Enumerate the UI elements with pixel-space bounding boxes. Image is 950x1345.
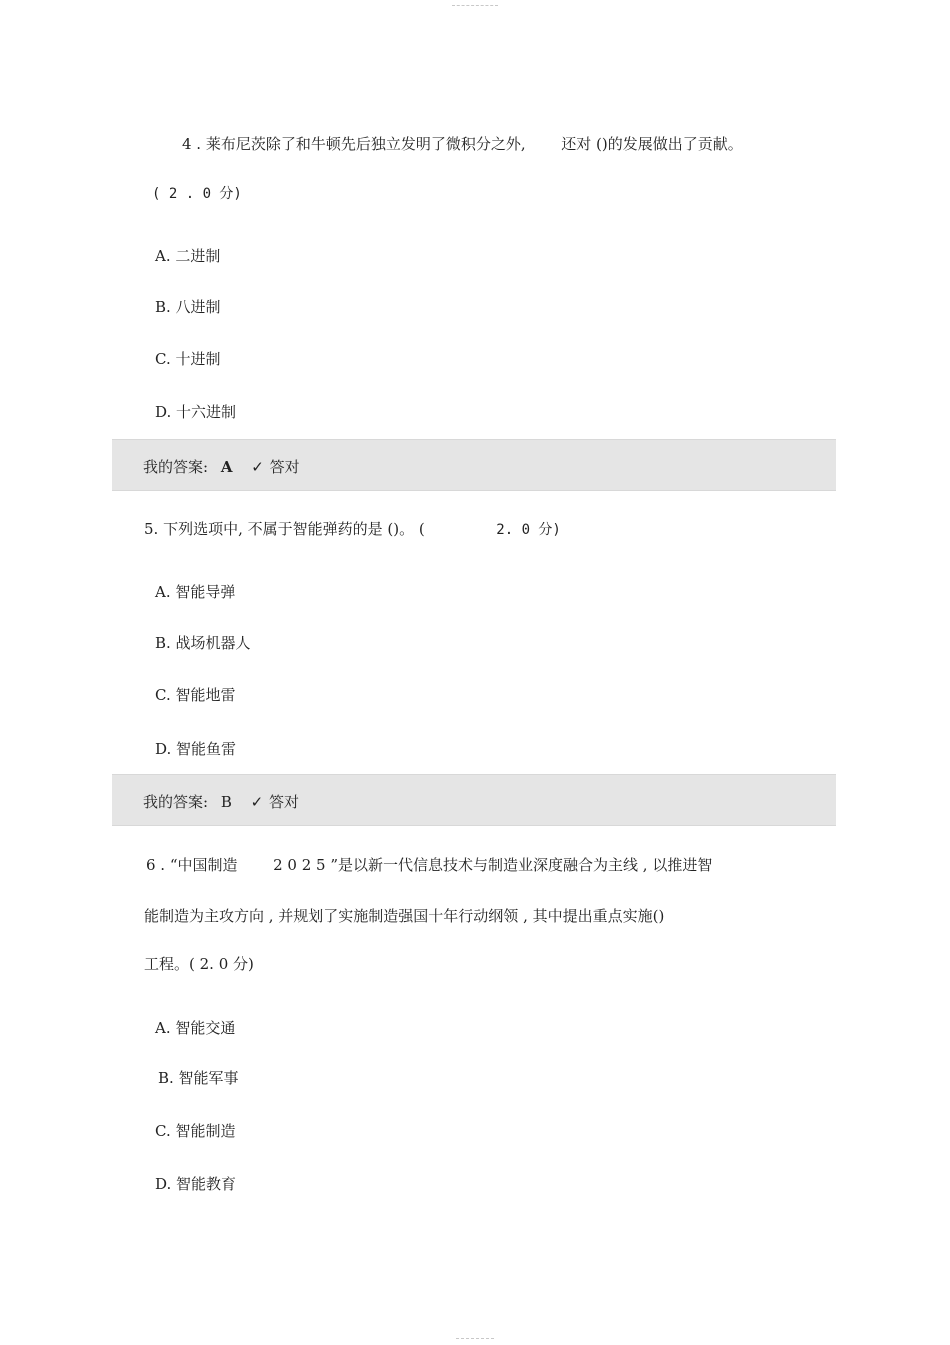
answer-result: 答对 <box>269 458 300 476</box>
question-5-option-c[interactable]: C. 智能地雷 <box>155 686 236 704</box>
question-6-stem-line-2: 能制造为主攻方向 , 并规划了实施制造强国十年行动纲领 , 其中提出重点实施() <box>144 907 665 925</box>
question-4-answer <box>143 456 300 478</box>
page-bottom-mark <box>456 1338 494 1339</box>
question-6-text-part-1: 6 . “中国制造 <box>146 856 238 874</box>
answer-label: 我的答案: <box>143 458 209 476</box>
question-4-text-part-2: 还对 ()的发展做出了贡献。 <box>561 135 743 153</box>
question-4-option-a[interactable]: A. 二进制 <box>155 247 221 265</box>
question-6-stem-line-3: 工程。( 2. 0 分) <box>144 955 254 973</box>
question-6-option-b[interactable]: B. 智能军事 <box>158 1069 239 1087</box>
question-5-points: 2. 0 分) <box>496 522 561 538</box>
page-top-mark <box>452 5 498 6</box>
answer-letter: B <box>220 793 232 811</box>
check-icon: ✓ <box>251 458 264 476</box>
question-4-points: ( 2 . 0 分) <box>152 186 242 202</box>
question-4-text-part-1: 莱布尼茨除了和牛顿先后独立发明了微积分之外, <box>205 135 526 153</box>
question-5-option-b[interactable]: B. 战场机器人 <box>155 634 251 652</box>
question-4-option-b[interactable]: B. 八进制 <box>155 298 221 316</box>
question-6-text-part-2: 2 0 2 5 ”是以新一代信息技术与制造业深度融合为主线 , 以推进智 <box>273 856 713 874</box>
answer-label: 我的答案: <box>143 793 209 811</box>
question-4-stem <box>182 133 743 155</box>
question-5-answer <box>143 791 299 813</box>
question-6-option-d[interactable]: D. 智能教育 <box>155 1175 237 1193</box>
answer-result: 答对 <box>269 793 300 811</box>
question-5-answer-bar <box>112 774 836 826</box>
question-4-option-d[interactable]: D. 十六进制 <box>155 403 237 421</box>
question-4-option-c[interactable]: C. 十进制 <box>155 350 221 368</box>
question-5-option-d[interactable]: D. 智能鱼雷 <box>155 740 237 758</box>
question-6-option-a[interactable]: A. 智能交通 <box>155 1019 236 1037</box>
question-6-stem-line-1 <box>146 854 712 876</box>
question-5-option-a[interactable]: A. 智能导弹 <box>155 583 236 601</box>
question-4-answer-bar <box>112 439 836 491</box>
question-5-text: 5. 下列选项中, 不属于智能弹药的是 ()。 ( <box>144 520 425 538</box>
question-4-number: 4 . <box>182 135 202 153</box>
answer-letter: A <box>220 458 233 476</box>
check-icon: ✓ <box>250 793 264 811</box>
question-5-stem <box>144 518 561 541</box>
question-6-option-c[interactable]: C. 智能制造 <box>155 1122 236 1140</box>
